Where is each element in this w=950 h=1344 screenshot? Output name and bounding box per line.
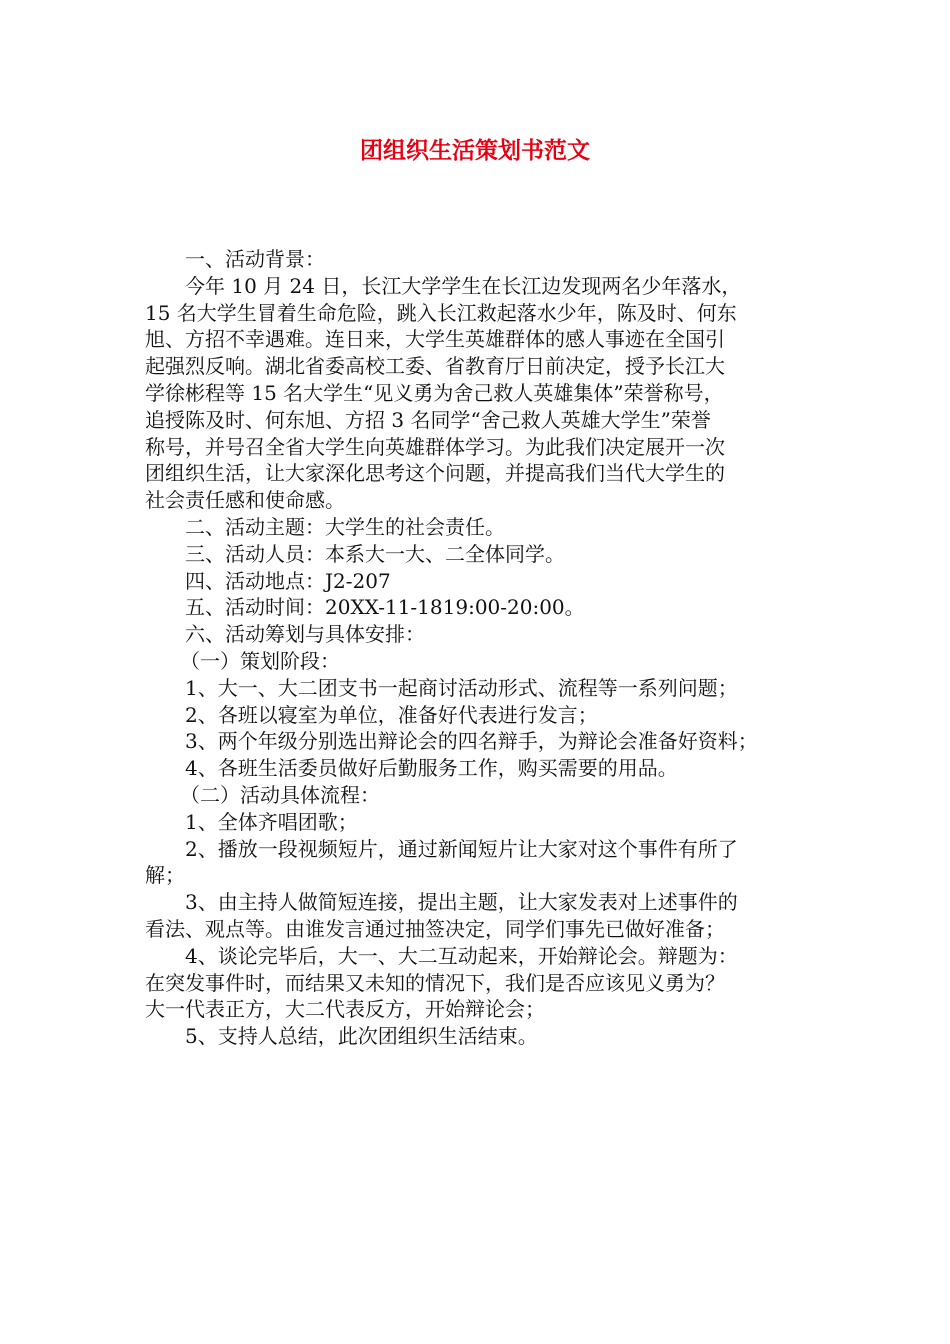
paragraph-line: 2、各班以寝室为单位，准备好代表进行发言； [185, 702, 598, 727]
paragraph-line: 今年 10 月 24 日，长江大学学生在长江边发现两名少年落水， [185, 273, 742, 298]
paragraph-line: 追授陈及时、何东旭、方招 3 名同学“舍己救人英雄大学生”荣誉 [145, 407, 711, 432]
paragraph-line: 社会责任感和使命感。 [145, 488, 345, 513]
paragraph-line: 大一代表正方，大二代表反方，开始辩论会； [145, 997, 545, 1022]
paragraph-line: 解； [145, 863, 185, 888]
paragraph-line: 学徐彬程等 15 名大学生“见义勇为舍己救人英雄集体”荣誉称号， [145, 380, 724, 405]
paragraph-line: 三、活动人员：本系大一大、二全体同学。 [185, 541, 565, 566]
paragraph-line: 在突发事件时，而结果又未知的情况下，我们是否应该见义勇为？ [145, 970, 725, 995]
paragraph-line: 2、播放一段视频短片，通过新闻短片让大家对这个事件有所了 [185, 836, 738, 861]
paragraph-line: 团组织生活，让大家深化思考这个问题，并提高我们当代大学生的 [145, 461, 725, 486]
paragraph-line: 六、活动筹划与具体安排： [185, 622, 425, 647]
paragraph-line: 看法、观点等。由谁发言通过抽签决定，同学们事先已做好准备； [145, 916, 725, 941]
paragraph-line: 4、各班生活委员做好后勤服务工作，购买需要的用品。 [185, 756, 678, 781]
paragraph-line: 一、活动背景： [185, 247, 325, 271]
paragraph-line: （二）活动具体流程： [180, 782, 380, 807]
paragraph-line: 二、活动主题：大学生的社会责任。 [185, 514, 505, 539]
paragraph-line: 1、全体齐唱团歌； [185, 809, 358, 834]
paragraph-line: 称号，并号召全省大学生向英雄群体学习。为此我们决定展开一次 [145, 434, 725, 459]
paragraph-line: 五、活动时间：20XX-11-1819:00-20:00。 [185, 595, 585, 620]
paragraph-line: 1、大一、大二团支书一起商讨活动形式、流程等一系列问题； [185, 675, 738, 700]
paragraph-line: 起强烈反响。湖北省委高校工委、省教育厅日前决定，授予长江大 [145, 354, 725, 379]
paragraph-line: 5、支持人总结，此次团组织生活结束。 [185, 1024, 538, 1049]
paragraph-line: 4、谈论完毕后，大一、大二互动起来，开始辩论会。辩题为： [185, 943, 738, 968]
paragraph-line: 15 名大学生冒着生命危险，跳入长江救起落水少年，陈及时、何东 [145, 300, 737, 325]
document-body [145, 246, 813, 1050]
paragraph-line: 四、活动地点：J2-207 [185, 568, 391, 593]
paragraph-line: 旭、方招不幸遇难。连日来，大学生英雄群体的感人事迹在全国引 [145, 327, 725, 352]
paragraph-line: （一）策划阶段： [180, 648, 340, 673]
paragraph-line: 3、由主持人做简短连接，提出主题，让大家发表对上述事件的 [185, 890, 738, 915]
page-title: 团组织生活策划书范文 [360, 138, 590, 164]
paragraph-line: 3、两个年级分别选出辩论会的四名辩手，为辩论会准备好资料； [185, 729, 758, 754]
